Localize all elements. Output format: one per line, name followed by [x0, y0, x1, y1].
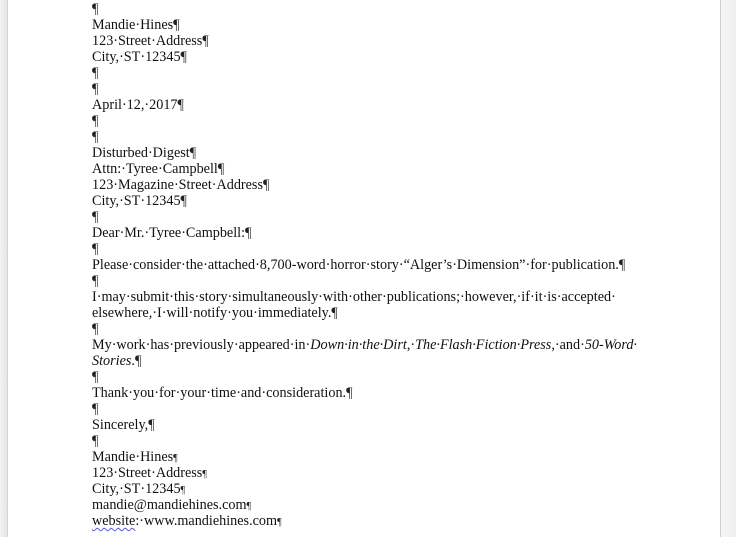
body-paragraph-1: [92, 257, 632, 273]
pilcrow-mark: ¶: [92, 1, 99, 17]
signature-email: [92, 497, 632, 513]
body-paragraph-1-text: Please·consider·the·attached·8,700-word·horror·story·“Alger’s·Dimension”·for·publication.: [92, 257, 619, 273]
recipient-attention: [92, 161, 632, 177]
empty-paragraph: [92, 65, 632, 81]
pilcrow-mark: ¶: [202, 33, 209, 49]
signature-street-text: 123·Street·Address: [92, 465, 203, 481]
pilcrow-mark: ¶: [173, 17, 180, 33]
sender-name: [92, 17, 632, 33]
closing-text: Sincerely,: [92, 417, 149, 433]
document-body[interactable]: [92, 1, 637, 529]
pilcrow-mark: ¶: [92, 433, 99, 449]
sender-city: [92, 49, 632, 65]
letter-date: [92, 97, 632, 113]
pilcrow-mark: ¶: [177, 97, 184, 113]
pilcrow-mark: ¶: [92, 209, 99, 225]
body-paragraph-2-text: elsewhere,·I·will·notify·you·immediately.: [92, 305, 332, 321]
pilcrow-mark: ¶: [346, 385, 353, 401]
pilcrow-mark: ¶: [92, 369, 99, 385]
signature-city-text: City,·ST·12345: [92, 481, 181, 497]
signature-website-text: :·www.mandiehines.com: [135, 513, 278, 529]
signature-street: [92, 465, 632, 481]
recipient-street-text: 123·Magazine·Street·Address: [92, 177, 263, 193]
signature-website: [92, 513, 632, 529]
pilcrow-mark: ¶: [245, 225, 252, 241]
empty-paragraph: [92, 129, 632, 145]
separator-text: ,·: [406, 337, 416, 353]
recipient-publication: [92, 145, 632, 161]
pilcrow-mark: ¶: [331, 305, 338, 321]
empty-paragraph: [92, 433, 632, 449]
salutation-text: Dear·Mr.·Tyree·Campbell:: [92, 225, 246, 241]
pilcrow-mark: ¶: [92, 129, 99, 145]
sender-city-text: City,·ST·12345: [92, 49, 181, 65]
body-paragraph-3-line-2: [92, 353, 632, 369]
recipient-attention-text: Attn:·Tyree·Campbell: [92, 161, 218, 177]
recipient-street: [92, 177, 632, 193]
pilcrow-mark: ¶: [277, 517, 282, 528]
page-left-margin: [0, 0, 8, 537]
publication-title: Stories: [92, 353, 132, 369]
empty-paragraph: [92, 209, 632, 225]
pilcrow-mark: ¶: [92, 241, 99, 257]
pilcrow-mark: ¶: [180, 49, 187, 65]
empty-paragraph: [92, 81, 632, 97]
body-paragraph-3-line-1: [92, 337, 637, 353]
pilcrow-mark: ¶: [173, 453, 178, 464]
body-paragraph-3-text: My·work·has·previously·appeared·in·: [92, 337, 311, 353]
pilcrow-mark: ¶: [92, 321, 99, 337]
publication-title: The·Flash·Fiction·Press: [415, 337, 552, 353]
sender-name-text: Mandie·Hines: [92, 17, 174, 33]
publication-title: 50-Word·: [584, 337, 637, 353]
body-paragraph-4-text: Thank·you·for·your·time·and·consideration.: [92, 385, 347, 401]
spelling-flagged-word[interactable]: website: [92, 513, 136, 529]
pilcrow-mark: ¶: [180, 485, 186, 496]
sender-street: [92, 33, 632, 49]
salutation: [92, 225, 632, 241]
pilcrow-mark: ¶: [92, 113, 99, 129]
pilcrow-mark: ¶: [217, 161, 225, 177]
empty-paragraph: [92, 273, 632, 289]
empty-paragraph: [92, 1, 632, 17]
closing: [92, 417, 632, 433]
signature-block: [92, 449, 632, 529]
pilcrow-mark: ¶: [134, 353, 142, 369]
pilcrow-mark: ¶: [202, 469, 207, 480]
separator-text: ,·and·: [551, 337, 585, 353]
pilcrow-mark: ¶: [92, 401, 99, 417]
empty-paragraph: [92, 113, 632, 129]
letter-date-text: April·12,·2017: [92, 97, 178, 113]
pilcrow-mark: ¶: [180, 193, 187, 209]
signature-email-text: mandie@mandiehines.com: [92, 497, 247, 513]
body-paragraph-4: [92, 385, 632, 401]
empty-paragraph: [92, 241, 632, 257]
recipient-publication-text: Disturbed·Digest: [92, 145, 190, 161]
vertical-scrollbar[interactable]: [720, 0, 736, 537]
pilcrow-mark: ¶: [92, 273, 99, 289]
empty-paragraph: [92, 369, 632, 385]
publication-title: Down·in·the·Dirt: [310, 337, 407, 353]
signature-city: [92, 481, 632, 497]
pilcrow-mark: ¶: [189, 145, 197, 161]
pilcrow-mark: ¶: [92, 65, 99, 81]
signature-name: [92, 449, 632, 465]
period-text: .: [131, 353, 135, 369]
signature-name-text: Mandie·Hines: [92, 449, 174, 465]
pilcrow-mark: ¶: [148, 417, 155, 433]
recipient-city-text: City,·ST·12345: [92, 193, 181, 209]
body-paragraph-2-line-2: [92, 305, 632, 321]
empty-paragraph: [92, 401, 632, 417]
recipient-city: [92, 193, 632, 209]
pilcrow-mark: ¶: [246, 501, 252, 512]
sender-street-text: 123·Street·Address: [92, 33, 203, 49]
pilcrow-mark: ¶: [262, 177, 270, 193]
pilcrow-mark: ¶: [92, 81, 99, 97]
body-paragraph-2-line-1: [92, 289, 632, 305]
body-paragraph-2-text: I·may·submit·this·story·simultaneously·with·other·publications;·however,·if·it·is·accepted·: [92, 289, 616, 305]
pilcrow-mark: ¶: [618, 257, 626, 273]
empty-paragraph: [92, 321, 632, 337]
